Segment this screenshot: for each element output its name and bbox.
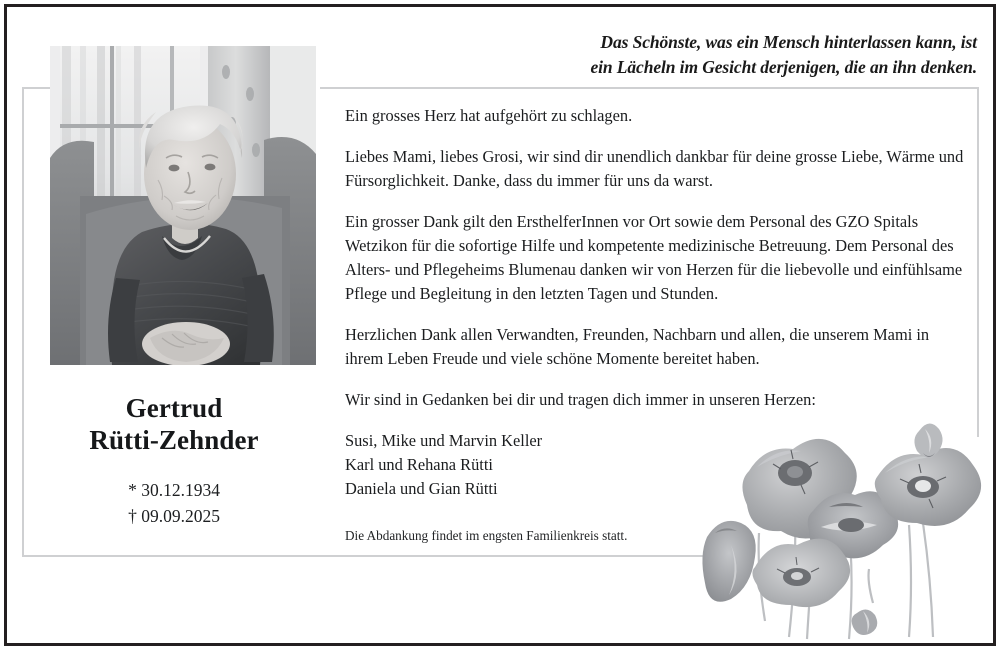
- body-paragraph-3: Ein grosser Dank gilt den ErsthelferInnen vor Ort sowie dem Personal des GZO Spitals Wetzikon für die sofortige Hilfe und kompetente medizinische Betreuung. Dem Personal des Alters- und Pflegeheims Blumenau danken wir von Herzen für die liebevolle und einfühlsame Pflege und Begleitung in den letzten Tagen und Stunden.: [345, 212, 963, 304]
- body-paragraph-2: Liebes Mami, liebes Grosi, wir sind dir unendlich dankbar für deine grosse Liebe, Wärme und Fürsorglichkeit. Danke, dass du immer für uns da warst.: [345, 147, 964, 191]
- funeral-notice-footnote: Die Abdankung findet im engsten Familienkreis statt.: [345, 528, 628, 543]
- poppy-bud-bottom: [852, 609, 878, 635]
- quote-line-2: ein Lächeln im Gesicht derjenigen, die an ihn denken.: [590, 56, 977, 77]
- memorial-quote: [480, 30, 977, 80]
- poppy-bloom-3: [752, 539, 850, 608]
- deceased-name: [24, 393, 324, 457]
- poppy-flowers-icon: [697, 415, 990, 643]
- survivor-line: Daniela und Gian Rütti: [345, 479, 498, 499]
- poppy-bloom-4: [875, 448, 981, 526]
- death-date: † 09.09.2025: [128, 505, 220, 526]
- life-dates: [24, 478, 324, 530]
- survivor-line: Karl und Rehana Rütti: [345, 455, 493, 475]
- inner-frame-bottom-rule: [22, 555, 705, 557]
- body-paragraph-4: Herzlichen Dank allen Verwandten, Freunden, Nachbarn und allen, die unserem Mami in ihrem Leben Freude und viele schöne Momente bereitet haben.: [345, 325, 930, 369]
- birth-date: * 30.12.1934: [128, 480, 220, 500]
- deceased-last-name: Rütti-Zehnder: [89, 424, 259, 455]
- inner-frame-top-rule: [320, 87, 979, 89]
- inner-frame-top-left-rule: [22, 87, 52, 89]
- inner-frame-right-rule: [977, 87, 979, 437]
- body-paragraph-5: Wir sind in Gedanken bei dir und tragen dich immer in unseren Herzen:: [345, 390, 816, 410]
- portrait-photo: [50, 46, 316, 365]
- poppy-bud-left: [702, 521, 755, 602]
- body-paragraph-1: Ein grosses Herz hat aufgehört zu schlagen.: [345, 106, 633, 125]
- survivor-line: Susi, Mike und Marvin Keller: [345, 431, 543, 451]
- deceased-first-name: Gertrud: [125, 393, 223, 423]
- quote-line-1: Das Schönste, was ein Mensch hinterlassen kann, ist: [600, 32, 977, 52]
